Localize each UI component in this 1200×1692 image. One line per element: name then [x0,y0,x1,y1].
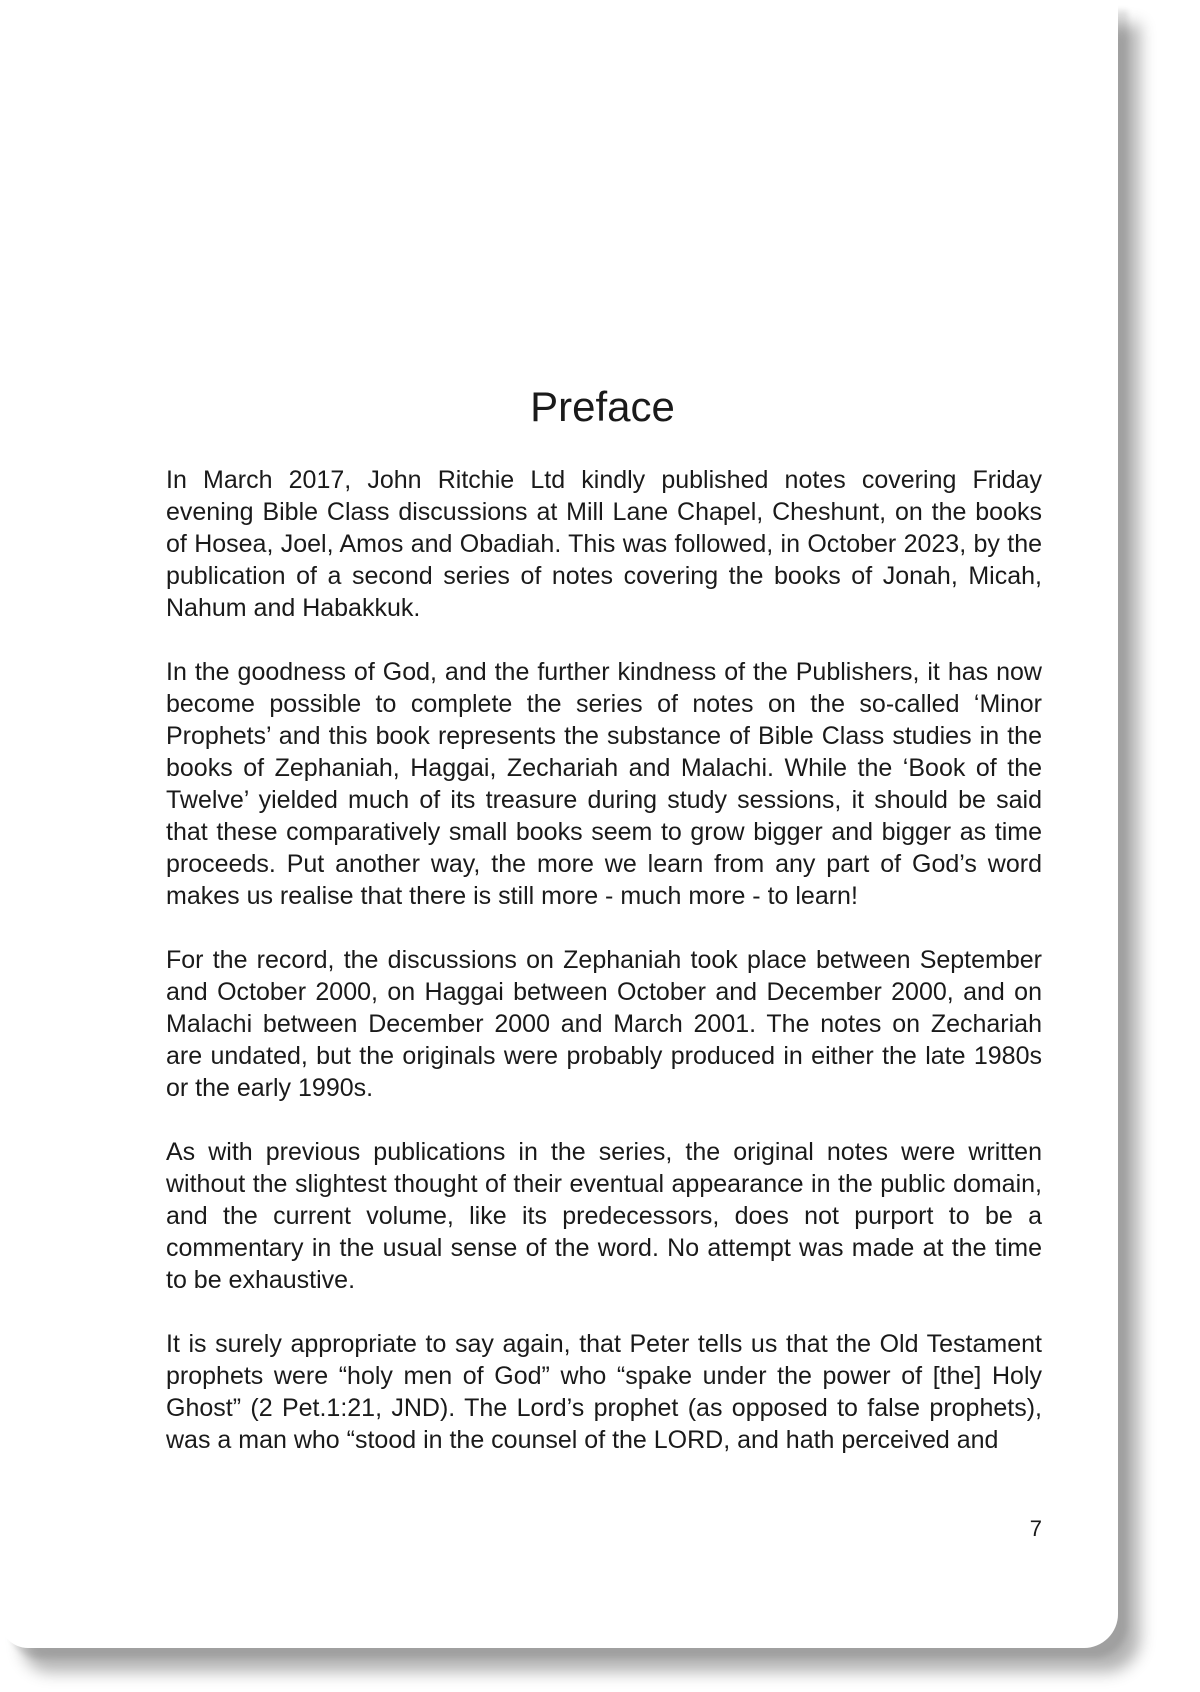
paragraph-5: It is surely appropriate to say again, that Peter tells us that the Old Testament prophets were “holy men of God” who “spake under the power of [the] Holy Ghost” (2 Pet.1:21, JND). The Lord’s prophet (as opposed to false prophets), was a man who “stood in the counsel of the LORD, and hath perceived and [166,1330,1042,1454]
paragraph-3: For the record, the discussions on Zephaniah took place between September and October 2000, on Haggai between October and December 2000, and on Malachi between December 2000 and March 2001. The notes on Zechariah are undated, but the originals were probably produced in either the late 1980s or the early 1990s. [166,946,1042,1102]
paragraph-1: In March 2017, John Ritchie Ltd kindly published notes covering Friday evening Bible Class discussions at Mill Lane Chapel, Cheshunt, on the books of Hosea, Joel, Amos and Obadiah. This was followed, in October 2023, by the publication of a second series of notes covering the books of Jonah, Micah, Nahum and Habakkuk. [166,466,1042,622]
page-number: 7 [1029,1516,1042,1541]
preface-body [166,464,1042,1488]
paragraph-4: As with previous publications in the series, the original notes were written without the slightest thought of their eventual appearance in the public domain, and the current volume, like its predecessors, does not purport to be a commentary in the usual sense of the word. No attempt was made at the time to be exhaustive. [166,1138,1042,1294]
page-title: Preface [530,383,675,430]
paragraph-2: In the goodness of God, and the further kindness of the Publishers, it has now become possible to complete the series of notes on the so-called ‘Minor Prophets’ and this book represents the substance of Bible Class studies in the books of Zephaniah, Haggai, Zechariah and Malachi. While the ‘Book of the Twelve’ yielded much of its treasure during study sessions, it should be said that these comparatively small books seem to grow bigger and bigger as time proceeds. Put another way, the more we learn from any part of God’s word makes us realise that there is still more - much more - to learn! [166,658,1042,910]
